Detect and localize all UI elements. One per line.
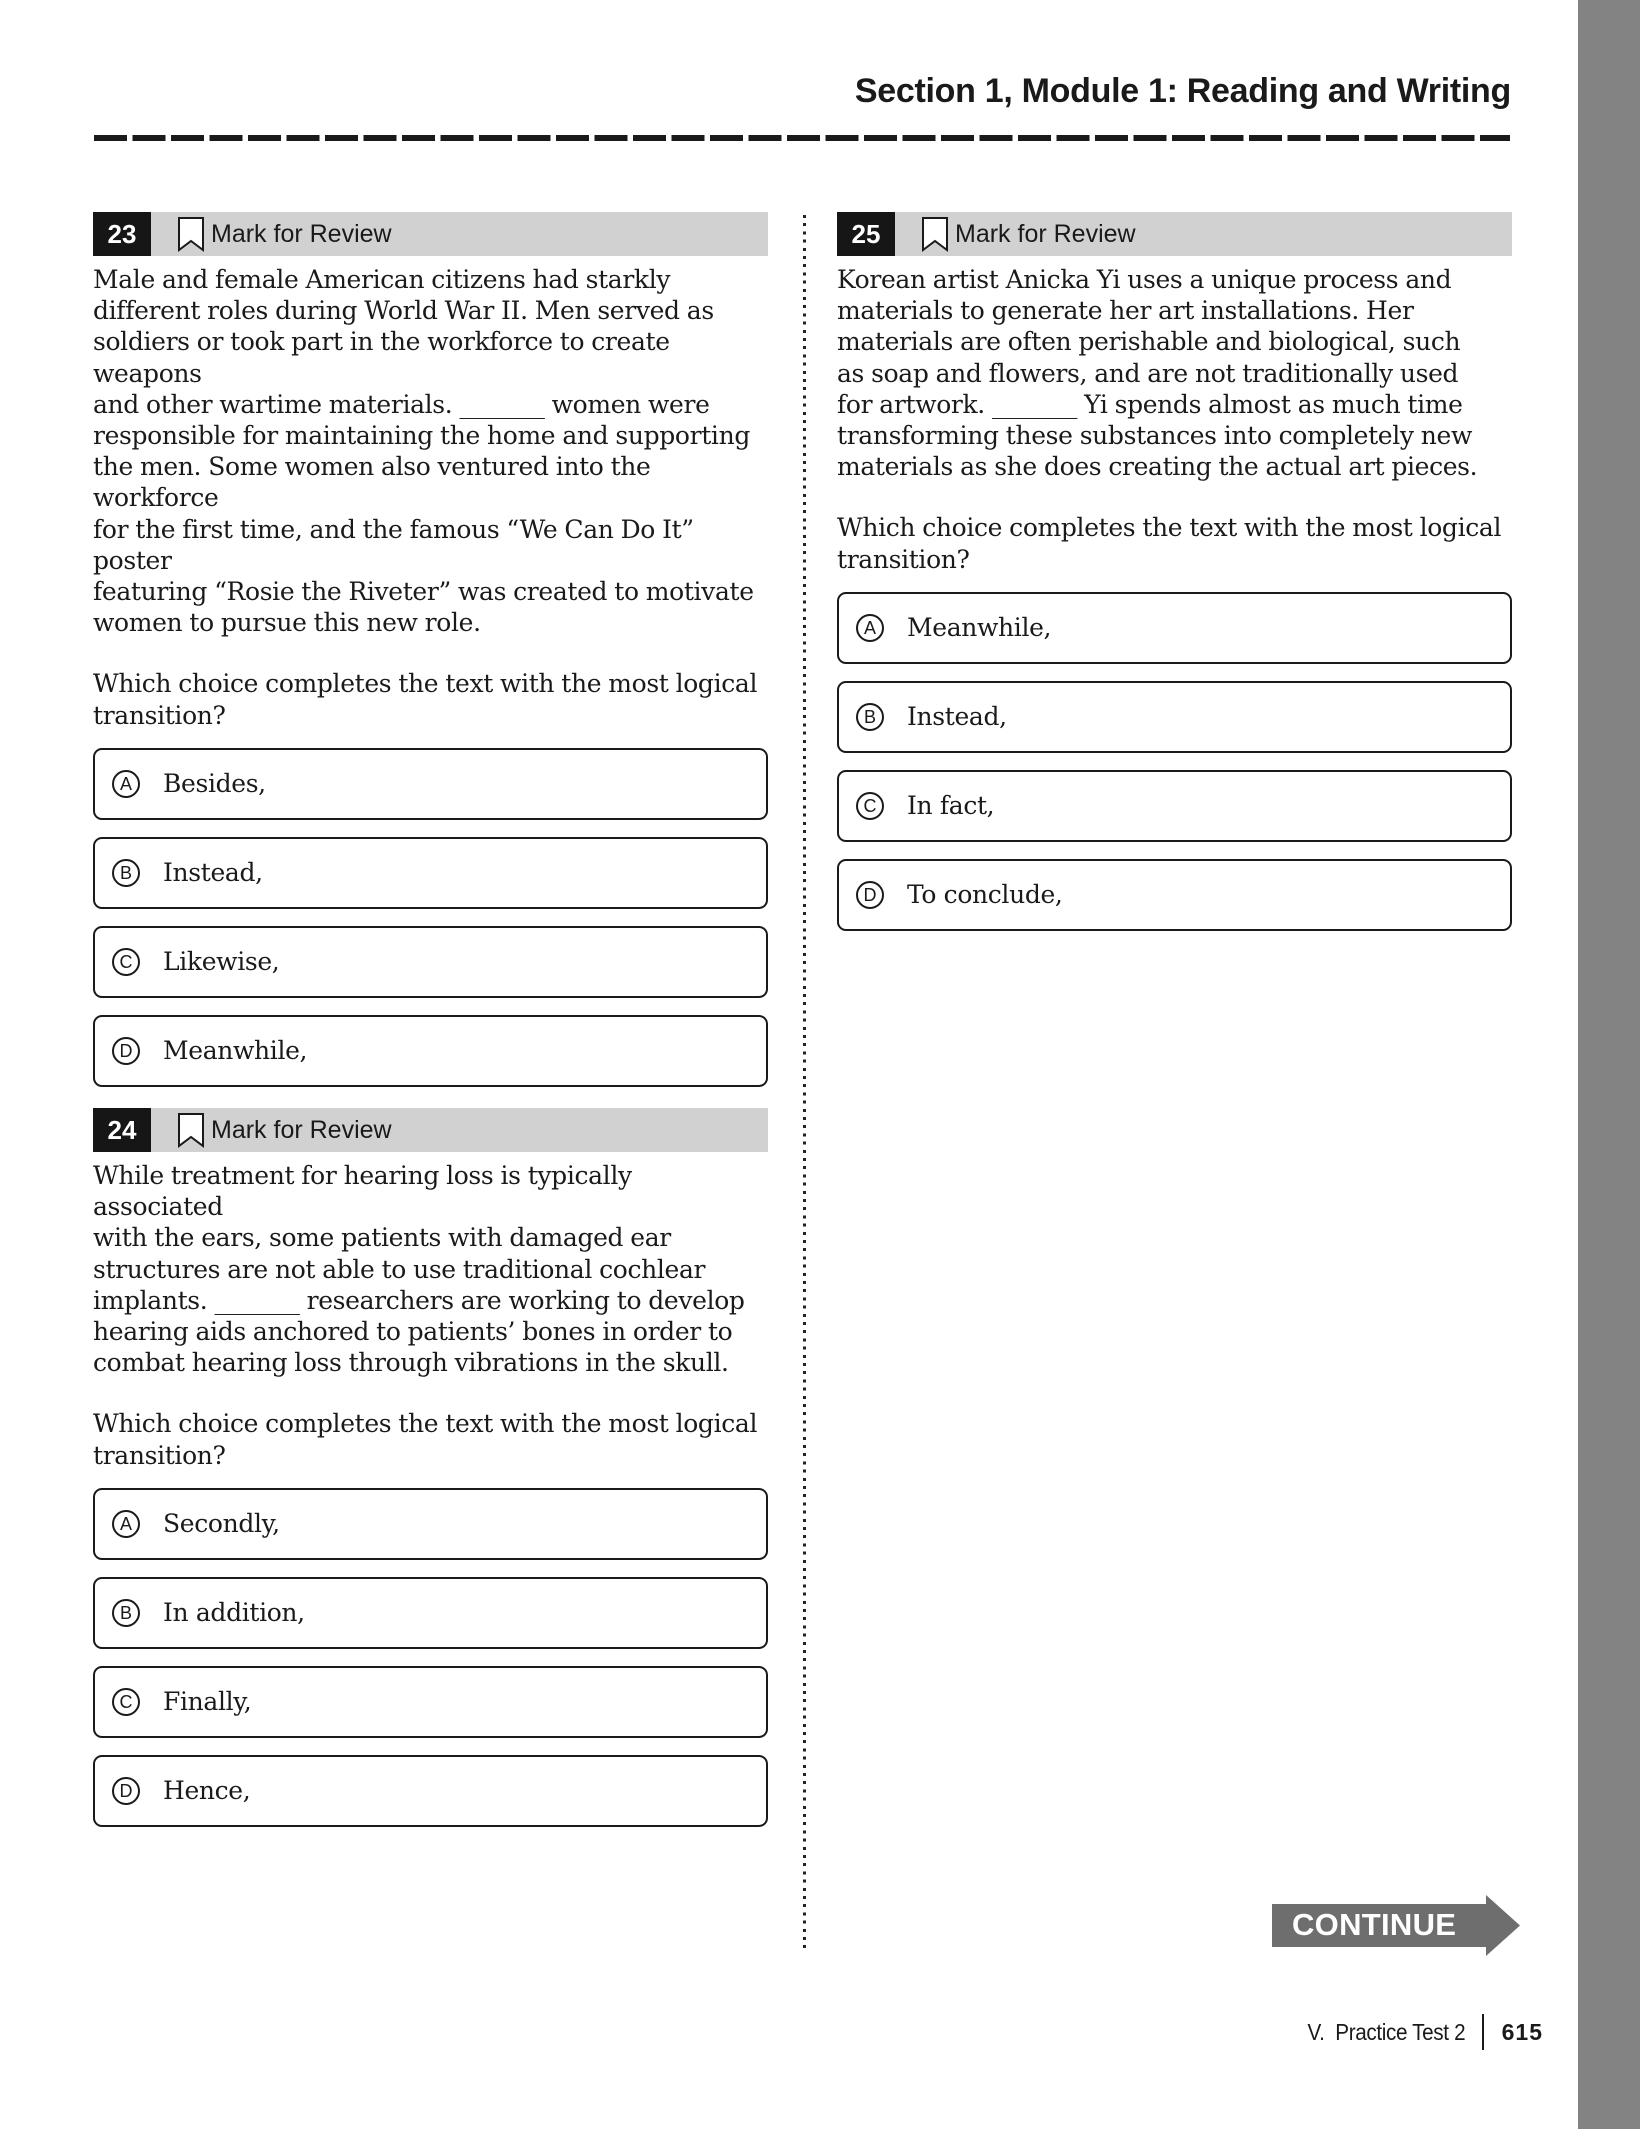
question-prompt — [93, 1408, 768, 1470]
continue-label: CONTINUE — [1292, 1907, 1457, 1942]
question-24 — [93, 1108, 768, 1844]
option-letter-a-icon: A — [856, 614, 884, 642]
page-number: 615 — [1501, 2018, 1543, 2045]
option-text: Likewise, — [163, 947, 280, 977]
passage-line: different roles during World War II. Men served as — [93, 296, 714, 326]
option-letter-c-icon: C — [112, 1688, 140, 1716]
passage-line: structures are not able to use traditional cochlear — [93, 1254, 706, 1284]
question-header — [93, 212, 768, 256]
answer-option-b[interactable] — [837, 681, 1512, 753]
answer-option-c[interactable] — [93, 926, 768, 998]
option-letter-d-icon: D — [112, 1037, 140, 1065]
question-25 — [837, 212, 1512, 948]
page-edge-bar — [1578, 0, 1640, 2129]
option-text: Secondly, — [163, 1509, 280, 1539]
answer-option-b[interactable] — [93, 1577, 768, 1649]
mark-for-review-button[interactable]: Mark for Review — [955, 219, 1136, 248]
answer-option-d[interactable] — [93, 1755, 768, 1827]
page-footer — [1290, 2014, 1543, 2050]
footer-section-label: V. Practice Test 2 — [1307, 2018, 1466, 2045]
passage-line: While treatment for hearing loss is typically associated — [93, 1161, 632, 1222]
passage-line: women to pursue this new role. — [93, 608, 481, 638]
question-header — [837, 212, 1512, 256]
option-letter-b-icon: B — [856, 703, 884, 731]
column-divider — [803, 215, 806, 1950]
continue-button[interactable] — [1272, 1895, 1520, 1956]
passage-line: and other wartime materials. _______ women were — [93, 389, 710, 419]
passage-line: combat hearing loss through vibrations in the skull. — [93, 1348, 729, 1378]
answer-option-c[interactable] — [93, 1666, 768, 1738]
option-letter-c-icon: C — [856, 792, 884, 820]
option-text: In fact, — [907, 791, 995, 821]
answer-options — [837, 592, 1512, 931]
dashed-header-rule — [94, 135, 1510, 141]
passage-line: transforming these substances into completely new — [837, 421, 1472, 451]
option-letter-b-icon: B — [112, 859, 140, 887]
passage-line: featuring “Rosie the Riveter” was created to motivate — [93, 577, 754, 607]
answer-option-a[interactable] — [837, 592, 1512, 664]
passage-line: Korean artist Anicka Yi uses a unique process and — [837, 265, 1452, 294]
passage-line: responsible for maintaining the home and supporting — [93, 421, 750, 451]
answer-option-a[interactable] — [93, 1488, 768, 1560]
option-text: Instead, — [163, 858, 263, 888]
prompt-line: Which choice completes the text with the most logical — [93, 669, 758, 699]
option-text: In addition, — [163, 1598, 305, 1628]
option-letter-d-icon: D — [112, 1777, 140, 1805]
section-title: Section 1, Module 1: Reading and Writing — [854, 72, 1511, 110]
answer-options — [93, 748, 768, 1087]
mark-for-review-button[interactable]: Mark for Review — [211, 219, 392, 248]
prompt-line: transition? — [93, 1440, 226, 1470]
bookmark-icon[interactable] — [921, 216, 949, 252]
option-letter-d-icon: D — [856, 881, 884, 909]
prompt-line: transition? — [837, 544, 970, 574]
option-text: Meanwhile, — [163, 1036, 308, 1066]
mark-for-review-button[interactable]: Mark for Review — [211, 1115, 392, 1144]
prompt-line: transition? — [93, 700, 226, 730]
option-text: Besides, — [163, 769, 266, 799]
bookmark-icon[interactable] — [177, 216, 205, 252]
question-prompt — [837, 512, 1512, 574]
passage-line: materials are often perishable and biological, such — [837, 327, 1461, 357]
option-letter-c-icon: C — [112, 948, 140, 976]
passage-line: soldiers or took part in the workforce to create weapons — [93, 327, 670, 388]
option-letter-b-icon: B — [112, 1599, 140, 1627]
question-number: 25 — [837, 212, 895, 256]
option-text: Finally, — [163, 1687, 252, 1717]
prompt-line: Which choice completes the text with the most logical — [837, 513, 1502, 543]
passage-line: hearing aids anchored to patients’ bones in order to — [93, 1317, 733, 1347]
question-passage — [837, 264, 1512, 482]
answer-option-d[interactable] — [837, 859, 1512, 931]
answer-option-b[interactable] — [93, 837, 768, 909]
option-text: Instead, — [907, 702, 1007, 732]
question-23 — [93, 212, 768, 1104]
option-text: Meanwhile, — [907, 613, 1052, 643]
question-number: 24 — [93, 1108, 151, 1152]
answer-options — [93, 1488, 768, 1827]
passage-line: Male and female American citizens had starkly — [93, 265, 671, 294]
answer-option-a[interactable] — [93, 748, 768, 820]
passage-line: materials to generate her art installations. Her — [837, 296, 1414, 326]
answer-option-d[interactable] — [93, 1015, 768, 1087]
option-letter-a-icon: A — [112, 1510, 140, 1538]
passage-line: materials as she does creating the actual art pieces. — [837, 452, 1478, 482]
option-text: Hence, — [163, 1776, 251, 1806]
bookmark-icon[interactable] — [177, 1112, 205, 1148]
passage-line: as soap and flowers, and are not traditionally used — [837, 358, 1459, 388]
question-prompt — [93, 668, 768, 730]
passage-line: implants. _______ researchers are working to develop — [93, 1285, 745, 1315]
footer-separator — [1482, 2014, 1484, 2050]
question-passage — [93, 264, 768, 638]
passage-line: for the first time, and the famous “We Can Do It” poster — [93, 514, 694, 575]
passage-line: for artwork. _______ Yi spends almost as much time — [837, 389, 1463, 419]
option-text: To conclude, — [907, 880, 1063, 910]
answer-option-c[interactable] — [837, 770, 1512, 842]
question-number: 23 — [93, 212, 151, 256]
prompt-line: Which choice completes the text with the most logical — [93, 1409, 758, 1439]
question-passage — [93, 1160, 768, 1378]
passage-line: the men. Some women also ventured into the workforce — [93, 452, 651, 513]
question-header — [93, 1108, 768, 1152]
option-letter-a-icon: A — [112, 770, 140, 798]
passage-line: with the ears, some patients with damaged ear — [93, 1223, 671, 1253]
